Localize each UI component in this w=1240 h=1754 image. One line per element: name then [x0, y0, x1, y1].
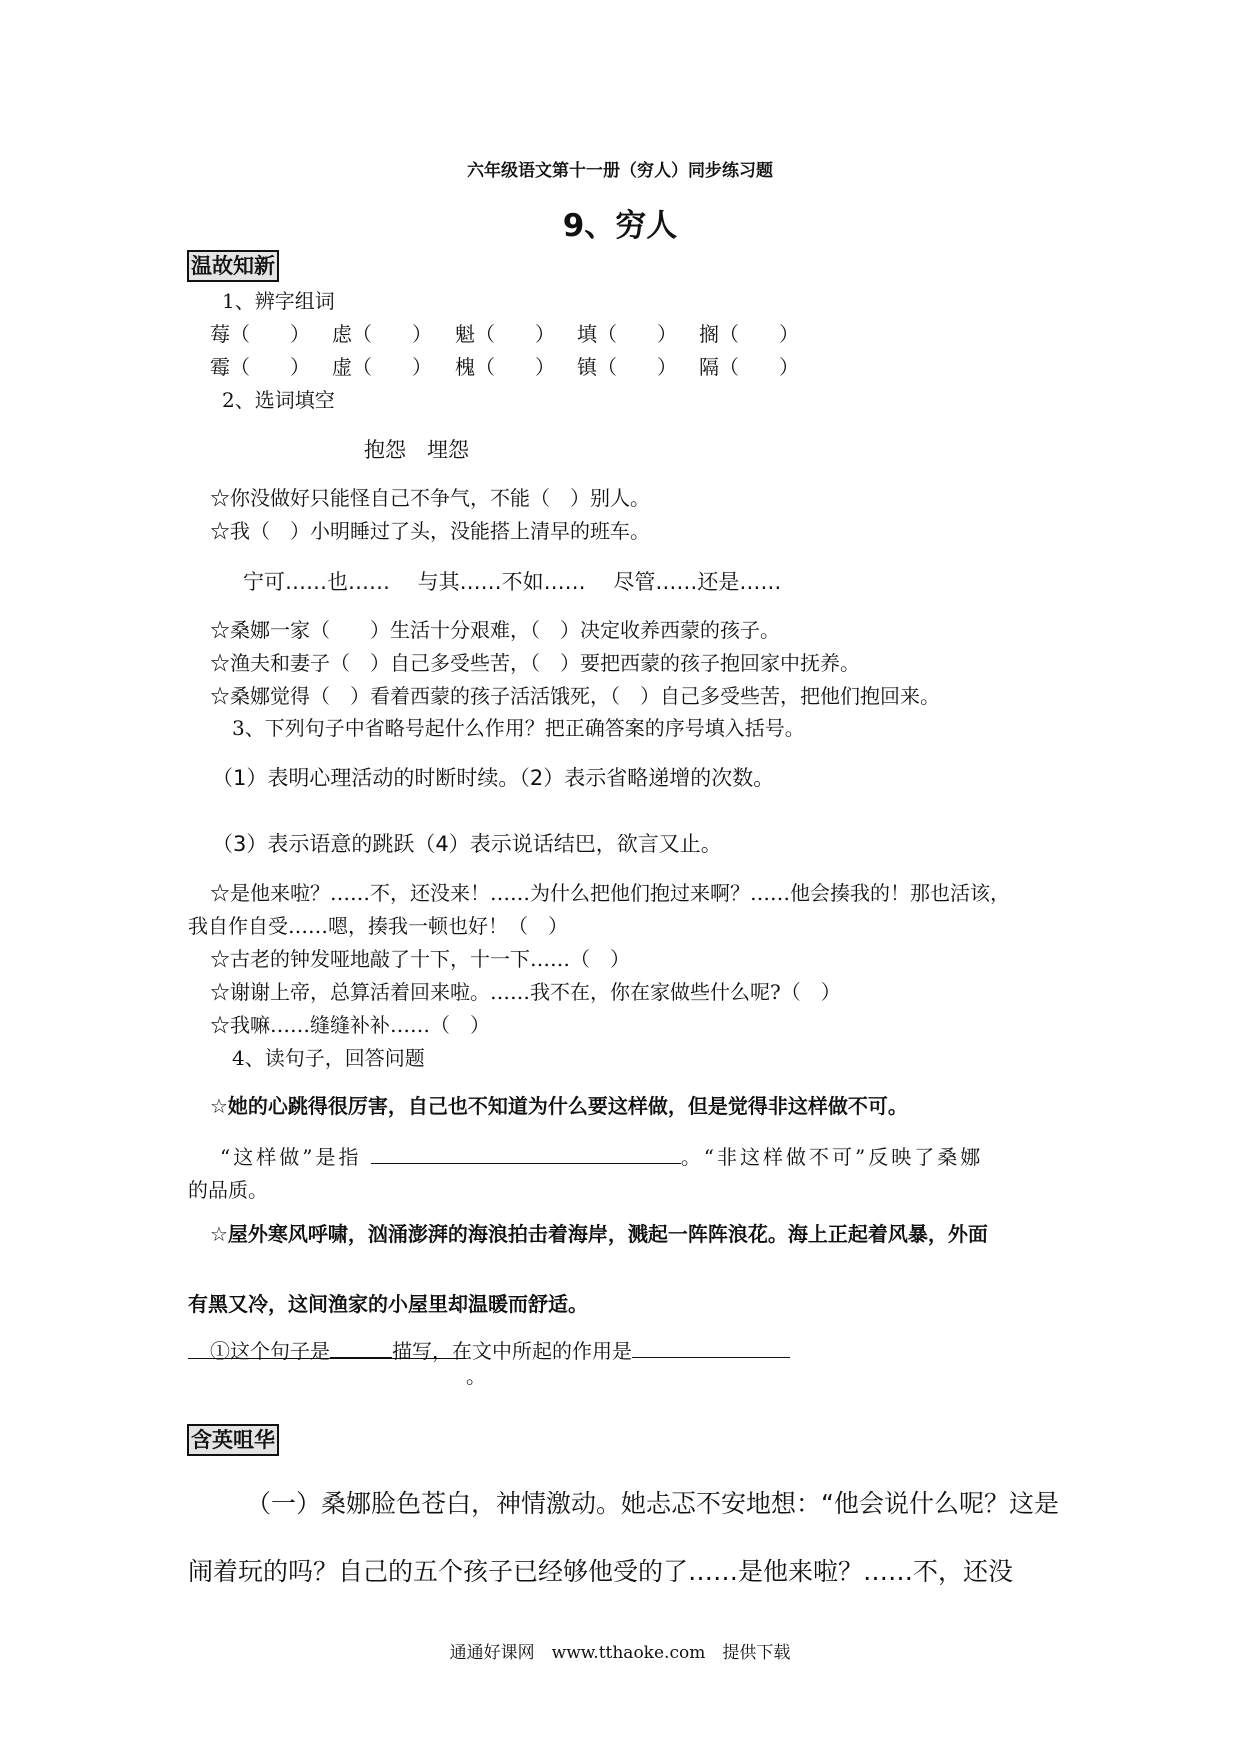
q1-item: 镇（ ）	[577, 355, 677, 379]
q1-row-2	[210, 351, 799, 380]
q4-question-2-end: 。	[466, 1364, 486, 1388]
passage-line-1: （一）桑娜脸色苍白，神情激动。她忐忑不安地想：“他会说什么呢？这是	[246, 1489, 1059, 1518]
answer-blank[interactable]	[371, 1163, 681, 1164]
q4-question-2	[210, 1335, 790, 1364]
q2-sentence-4: ☆渔夫和妻子（ ）自己多受些苦，（ ）要把西蒙的孩子抱回家中抚养。	[210, 651, 860, 675]
answer-blank[interactable]	[188, 1358, 466, 1359]
q2-sentence-1: ☆你没做好只能怪自己不争气，不能（ ）别人。	[210, 486, 650, 510]
q2-sentence-3: ☆桑娜一家（ ）生活十分艰难，（ ）决定收养西蒙的孩子。	[210, 618, 780, 642]
section-label-appreciate: 含英咀华	[187, 1424, 279, 1456]
q4-question-1-end: 的品质。	[188, 1178, 268, 1202]
q3-sentence-1b: 我自作自受……嗯，揍我一顿也好！（ ）	[188, 914, 568, 938]
q4-question-2-text: ①这个句子是	[210, 1339, 330, 1363]
q1-item: 填（ ）	[577, 322, 677, 346]
lesson-title: 9、穷人	[562, 208, 678, 244]
q1-item: 搁（ ）	[699, 322, 799, 346]
q3-sentence-2: ☆古老的钟发哑地敲了十下，十一下……（ ）	[210, 947, 630, 971]
q3-sentence-3: ☆谢谢上帝，总算活着回来啦。……我不在，你在家做些什么呢?（ ）	[210, 980, 841, 1004]
q1-item: 霉（ ）	[210, 355, 310, 379]
document-header: 六年级语文第十一册（穷人）同步练习题	[467, 161, 773, 181]
q2-word-choices-2: 宁可……也…… 与其……不如…… 尽管……还是……	[243, 570, 782, 594]
q2-sentence-5: ☆桑娜觉得（ ）看着西蒙的孩子活活饿死，（ ）自己多受些苦，把他们抱回来。	[210, 684, 940, 708]
q4-question-1-text: “这样做”是指	[220, 1145, 362, 1169]
q4-sentence-2a: ☆屋外寒风呼啸，汹涌澎湃的海浪拍击着海岸，溅起一阵阵浪花。海上正起着风暴，外面	[210, 1222, 988, 1246]
q4-sentence-2b: 有黑又冷，这间渔家的小屋里却温暖而舒适。	[188, 1292, 588, 1316]
q3-sentence-4: ☆我嘛……缝缝补补……（ ）	[210, 1013, 490, 1037]
q2-label: 2、选词填空	[222, 388, 335, 412]
passage-line-2: 闹着玩的吗？自己的五个孩子已经够他受的了……是他来啦？……不，还没	[188, 1557, 1014, 1586]
q3-options-2: （3）表示语意的跳跃（4）表示说话结巴，欲言又止。	[212, 832, 722, 856]
q2-sentence-2: ☆我（ ）小明睡过了头，没能搭上清早的班车。	[210, 519, 650, 543]
section-label-review: 温故知新	[187, 250, 279, 282]
answer-blank[interactable]	[632, 1357, 790, 1358]
q4-label: 4、读句子，回答问题	[232, 1046, 425, 1070]
page-footer: 通通好课网 www.tthaoke.com 提供下载	[449, 1643, 791, 1663]
q3-sentence-1a: ☆是他来啦？……不，还没来！……为什么把他们抱过来啊？……他会揍我的！那也活该，	[210, 881, 1010, 905]
q1-item: 虑（ ）	[332, 322, 432, 346]
q1-item: 魁（ ）	[455, 322, 555, 346]
q4-question-1-text: 。“非这样做不可”反映了桑娜	[680, 1145, 984, 1169]
q2-word-choices-1: 抱怨 埋怨	[364, 438, 469, 462]
q1-item: 虚（ ）	[332, 355, 432, 379]
q1-item: 隔（ ）	[699, 355, 799, 379]
q4-sentence-1: ☆她的心跳得很厉害，自己也不知道为什么要这样做，但是觉得非这样做不可。	[210, 1094, 908, 1118]
q4-question-1	[220, 1141, 983, 1170]
q3-options-1: （1）表明心理活动的时断时续。（2）表示省略递增的次数。	[212, 766, 775, 790]
q1-row-1	[210, 318, 799, 347]
q3-label: 3、下列句子中省略号起什么作用？把正确答案的序号填入括号。	[232, 716, 805, 740]
q1-item: 槐（ ）	[455, 355, 555, 379]
q1-item: 莓（ ）	[210, 322, 310, 346]
q4-question-2-text: 描写，在文中所起的作用是	[392, 1339, 632, 1363]
q1-label: 1、辨字组词	[222, 289, 335, 313]
